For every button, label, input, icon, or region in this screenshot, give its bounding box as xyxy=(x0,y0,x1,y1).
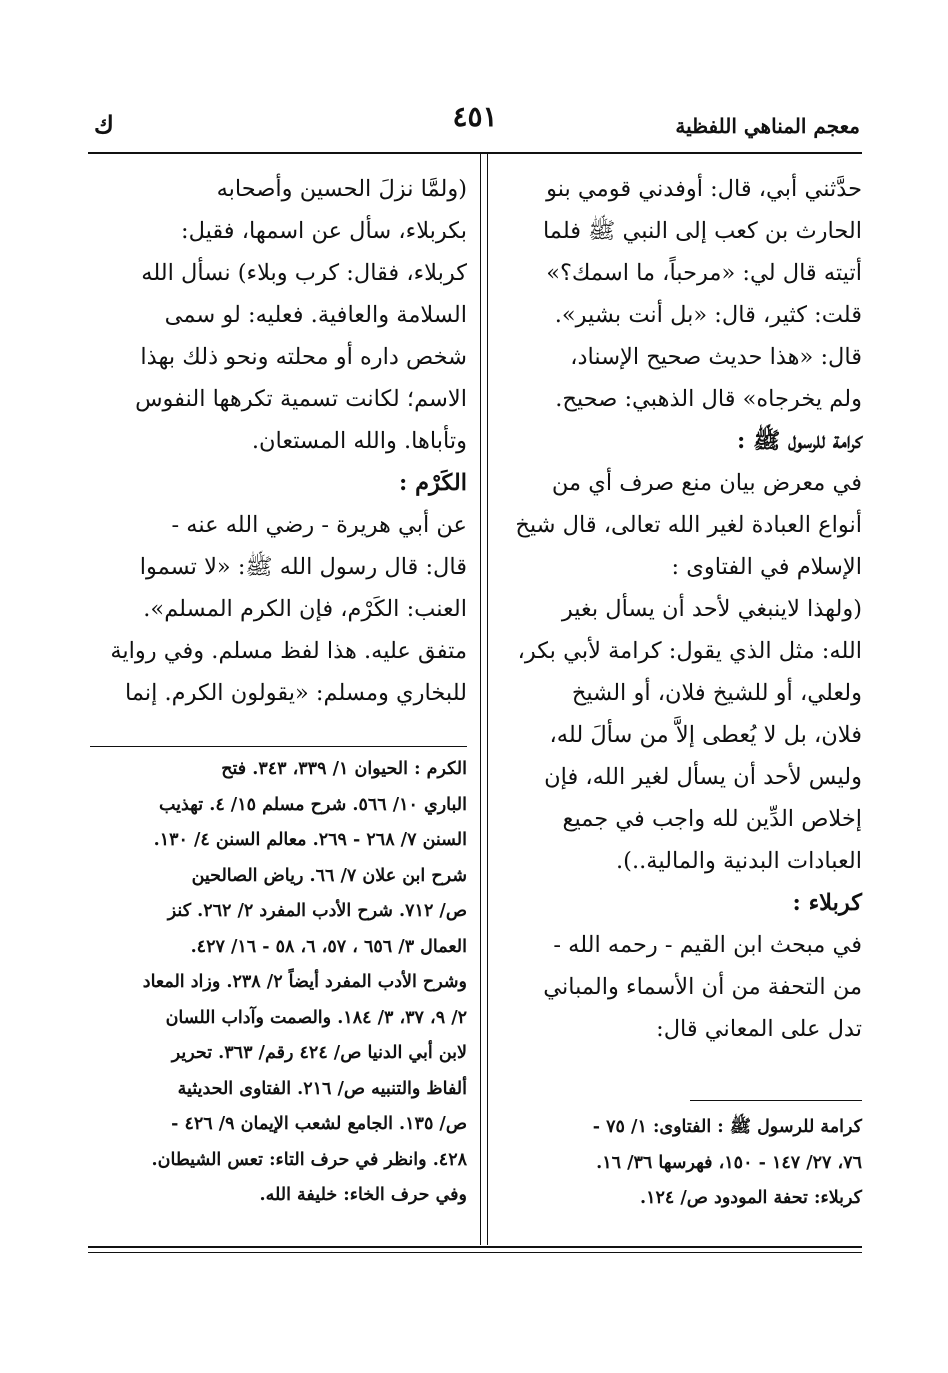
footnote-rule-right xyxy=(690,1100,862,1101)
text-line: الاسم؛ لكانت تسمية تكرهها النفوس xyxy=(135,386,467,412)
text-line: من التحفة من أن الأسماء والمباني xyxy=(543,974,862,1000)
text-line: بكربلاء، سأل عن اسمها، فقيل: xyxy=(181,218,467,244)
footnote-line: وفي حرف الخاء: خليفة الله. xyxy=(259,1185,467,1205)
page-number: ٤٥١ xyxy=(452,100,498,133)
footnote-line: كربلاء: تحفة المودود ص/ ١٢٤. xyxy=(640,1188,862,1208)
footnote-line: ألفاظ والتنبيه ص/ ٢١٦. الفتاوى الحديثية xyxy=(177,1078,467,1099)
text-line: إخلاص الدِّين لله واجب في جميع xyxy=(562,806,862,832)
footnote-line: ٤٢٨. وانظر في حرف التاء: تعس الشيطان. xyxy=(151,1149,467,1170)
text-line: وليس لأحد أن يسأل لغير الله، فإن xyxy=(544,764,862,790)
footnote-line: السنن ٧/ ٢٦٨ - ٢٦٩. معالم السنن ٤/ ١٣٠. xyxy=(153,830,467,850)
text-line: للبخاري ومسلم: «يقولون الكرم. إنما xyxy=(125,680,467,706)
footnote-line: الكرم : الحيوان ١/ ٣٣٩، ٣٤٣. فتح xyxy=(221,759,467,779)
footnote-line: ص/ ٧١٢. شرح الأدب المفرد ٢/ ٢٦٢. كنز xyxy=(167,901,467,921)
text-line: الله: مثل الذي يقول: كرامة لأبي بكر، xyxy=(517,638,862,664)
left-column xyxy=(90,168,467,714)
text-line: الحارث بن كعب إلى النبي ﷺ فلما xyxy=(542,218,862,244)
text-line: فلان، بل لا يُعطى إلاَّ من سألَ لله، xyxy=(549,722,862,748)
footnote-line: شرح ابن علان ٧/ ٦٦. رياض الصالحين xyxy=(191,865,467,886)
footnote-line: وشرح الأدب المفرد أيضاً ٢/ ٢٣٨. وزاد المعاد xyxy=(142,972,467,992)
entry-heading: الكَرْم : xyxy=(398,470,467,496)
footnotes-right xyxy=(497,1110,862,1217)
text-line: الإسلام في الفتاوى : xyxy=(671,554,862,580)
text-line: السلامة والعافية. فعليه: لو سمى xyxy=(164,302,467,328)
footnote-line: الباري ١٠/ ٥٦٦. شرح مسلم ١٥/ ٤. تهذيب xyxy=(158,794,467,815)
text-line: ولعلي، أو للشيخ فلان، أو الشيخ xyxy=(571,680,862,706)
section-letter: ك xyxy=(94,110,114,139)
footnote-line: العمال ٣/ ٦٥٦ ، ٥٧، ٦، ٥٨ - ١٦/ ٤٢٧. xyxy=(190,936,467,957)
entry-heading: كربلاء : xyxy=(792,890,862,916)
column-divider xyxy=(480,153,488,1245)
text-line: (ولمَّا نزلَ الحسين وأصحابه xyxy=(216,176,467,202)
text-line: عن أبي هريرة - رضي الله عنه - xyxy=(171,512,467,538)
text-line: أتيته قال لي: «مرحباً، ما اسمك؟» xyxy=(546,260,862,286)
text-line: في مبحث ابن القيم - رحمه الله - xyxy=(553,932,862,958)
text-line: قال: «هذا حديث صحيح الإسناد، xyxy=(570,344,862,370)
text-line: شخص داره أو محلته ونحو ذلك بهذا xyxy=(140,344,467,370)
page-header xyxy=(90,100,860,150)
right-column xyxy=(497,168,862,1050)
running-title: معجم المناهي اللفظية xyxy=(675,114,860,138)
text-line: العنب: الكَرْم، فإن الكرم المسلم». xyxy=(143,596,467,622)
footer-rule xyxy=(88,1246,862,1248)
text-line: كربلاء، فقال: كرب وبلاء) نسأل الله xyxy=(141,260,467,286)
text-line: وتأباها. والله المستعان. xyxy=(251,428,467,454)
text-line: أنواع العبادة لغير الله تعالى، قال شيخ xyxy=(515,512,862,538)
text-line: العبادات البدنية والمالية..). xyxy=(616,848,862,874)
text-line: ولم يخرجاه» قال الذهبي: صحيح. xyxy=(555,386,862,412)
footer-rule-double xyxy=(88,1252,862,1253)
text-line: متفق عليه. هذا لفظ مسلم. وفي رواية xyxy=(110,638,467,664)
entry-heading: كرامة للرسول ﷺ : xyxy=(736,428,862,454)
text-line: قال: قال رسول الله ﷺ: «لا تسموا xyxy=(139,554,467,580)
footnote-line: ٧٦، ٢٧/ ١٤٧ - ١٥٠، فهرسها ٣٦/ ١٦. xyxy=(596,1152,862,1173)
footnote-line: لابن أبي الدنيا ص/ ٤٢٤ رقم/ ٣٦٣. تحرير xyxy=(171,1043,467,1063)
footnote-line: كرامة للرسول ﷺ : الفتاوى: ١/ ٧٥ - xyxy=(592,1117,862,1137)
text-line: في معرض بيان منع صرف أي من xyxy=(551,470,862,496)
text-line: حدَّثني أبي، قال: أوفدني قومي بنو xyxy=(546,176,862,202)
text-line: تدل على المعاني قال: xyxy=(656,1016,862,1042)
footnotes-left xyxy=(90,752,467,1214)
footnote-rule-left xyxy=(90,746,467,747)
footnote-line: ٢/ ٩، ٣٧، ٣/ ١٨٤. والصمت وآداب اللسان xyxy=(165,1007,467,1028)
text-line: قلت: كثير، قال: «بل أنت بشير». xyxy=(554,302,862,328)
text-line: (ولهذا لاينبغي لأحد أن يسأل بغير xyxy=(561,596,862,622)
footnote-line: ص/ ١٣٥. الجامع لشعب الإيمان ٩/ ٤٢٦ - xyxy=(171,1114,467,1134)
header-rule xyxy=(88,152,862,154)
